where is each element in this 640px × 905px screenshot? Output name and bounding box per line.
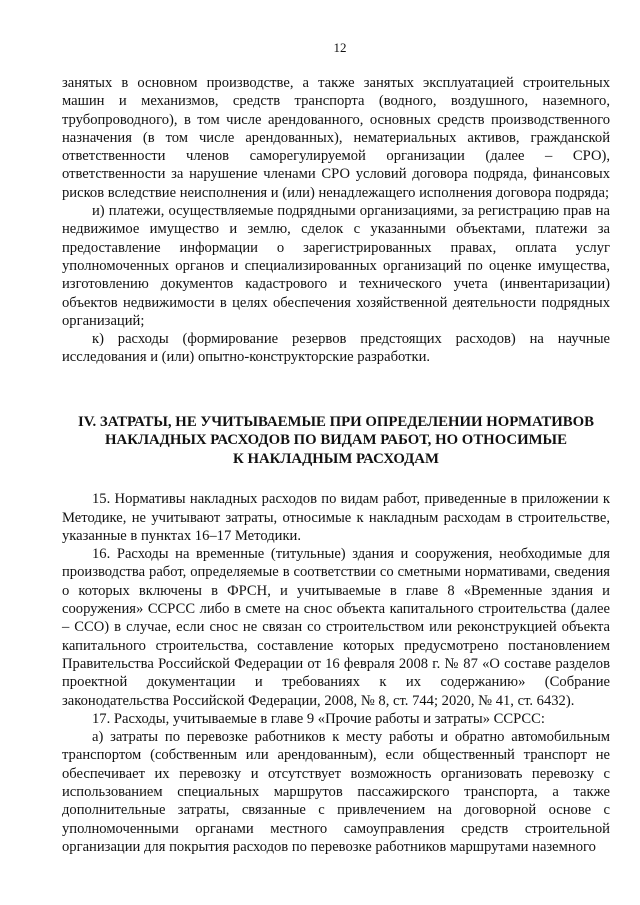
section-heading-line-1: IV. ЗАТРАТЫ, НЕ УЧИТЫВАЕМЫЕ ПРИ ОПРЕДЕЛЕНИИ НОРМАТИВОВ xyxy=(77,413,594,430)
paragraph-16: 16. Расходы на временные (титульные) здания и сооружения, необходимые для производства работ, определяемые в соответствии со сметными нормативами, сведения о которых включены в ФРСН, и учитываемые в главе 8 «Временные здания и сооружения» ССРСС либо в смете на снос объекта капитального строительства (далее – ССО) в случае, если снос не связан со строительством или реконструкцией объекта капитального строительства, составление которых предусмотрено постановлением Правительства Российской Федерации от 16 февраля 2008 г. № 87 «О составе разделов проектной документации и требованиях к их содержанию» (Собрание законодательства Российской Федерации, 2008, № 8, ст. 744; 2020, № 41, ст. 6432). xyxy=(62,546,610,709)
paragraph-15: 15. Нормативы накладных расходов по видам работ, приведенные в приложении к Методике, не учитывают затраты, относимые к накладным расходам в строительстве, указанные в пунктах 16–17 Методики. xyxy=(62,491,610,544)
paragraph-17: 17. Расходы, учитываемые в главе 9 «Прочие работы и затраты» ССРСС: xyxy=(92,710,545,727)
paragraph-insurance-continuation: занятых в основном производстве, а также занятых эксплуатацией строительных машин и механизмов, средств транспорта (водного, воздушного, наземного, трубопроводного), в том числе арендованного, основных средств производственного назначения (в том числе арендованных), нематериальных активов, гражданской ответственности членов саморегулируемой организации (далее – СРО), ответственности за нарушение членами СРО условий договора подряда, финансовых рисков вследствие неисполнения и (или) ненадлежащего исполнения договора подряда; xyxy=(62,75,610,201)
paragraph-item-i: и) платежи, осуществляемые подрядными организациями, за регистрацию прав на недвижимое имущество и землю, сделок с указанными объектами, платежи за предоставление информации о зарегистрированных правах, оплата услуг уполномоченных органов и специализированных организаций по оценке имущества, изготовлению документов кадастрового и технического учета (инвентаризации) объектов недвижимости в целях обеспечения хозяйственной деятельности подрядных организаций; xyxy=(62,203,610,329)
paragraph-item-k: к) расходы (формирование резервов предстоящих расходов) на научные исследования и (или) опытно-конструкторские разработки. xyxy=(62,331,610,366)
paragraph-17-item-a: а) затраты по перевозке работников к месту работы и обратно автомобильным транспортом (собственным или арендованным), если общественный транспорт не обеспечивает их перевозку и отсутствует возможность организовать перевозку с использованием специальных маршрутов пассажирского транспорта, а также дополнительные затраты, связанные с привлечением на договорной основе с уполномоченными органами местного самоуправления средств строительной организации для покрытия расходов по перевозке работников маршрутами наземного xyxy=(62,729,610,855)
page-number: 12 xyxy=(333,40,347,55)
section-heading-line-3: К НАКЛАДНЫМ РАСХОДАМ xyxy=(233,450,439,467)
section-heading xyxy=(62,413,610,469)
section-heading-line-2: НАКЛАДНЫХ РАСХОДОВ ПО ВИДАМ РАБОТ, НО ОТНОСИМЫЕ xyxy=(105,432,567,449)
